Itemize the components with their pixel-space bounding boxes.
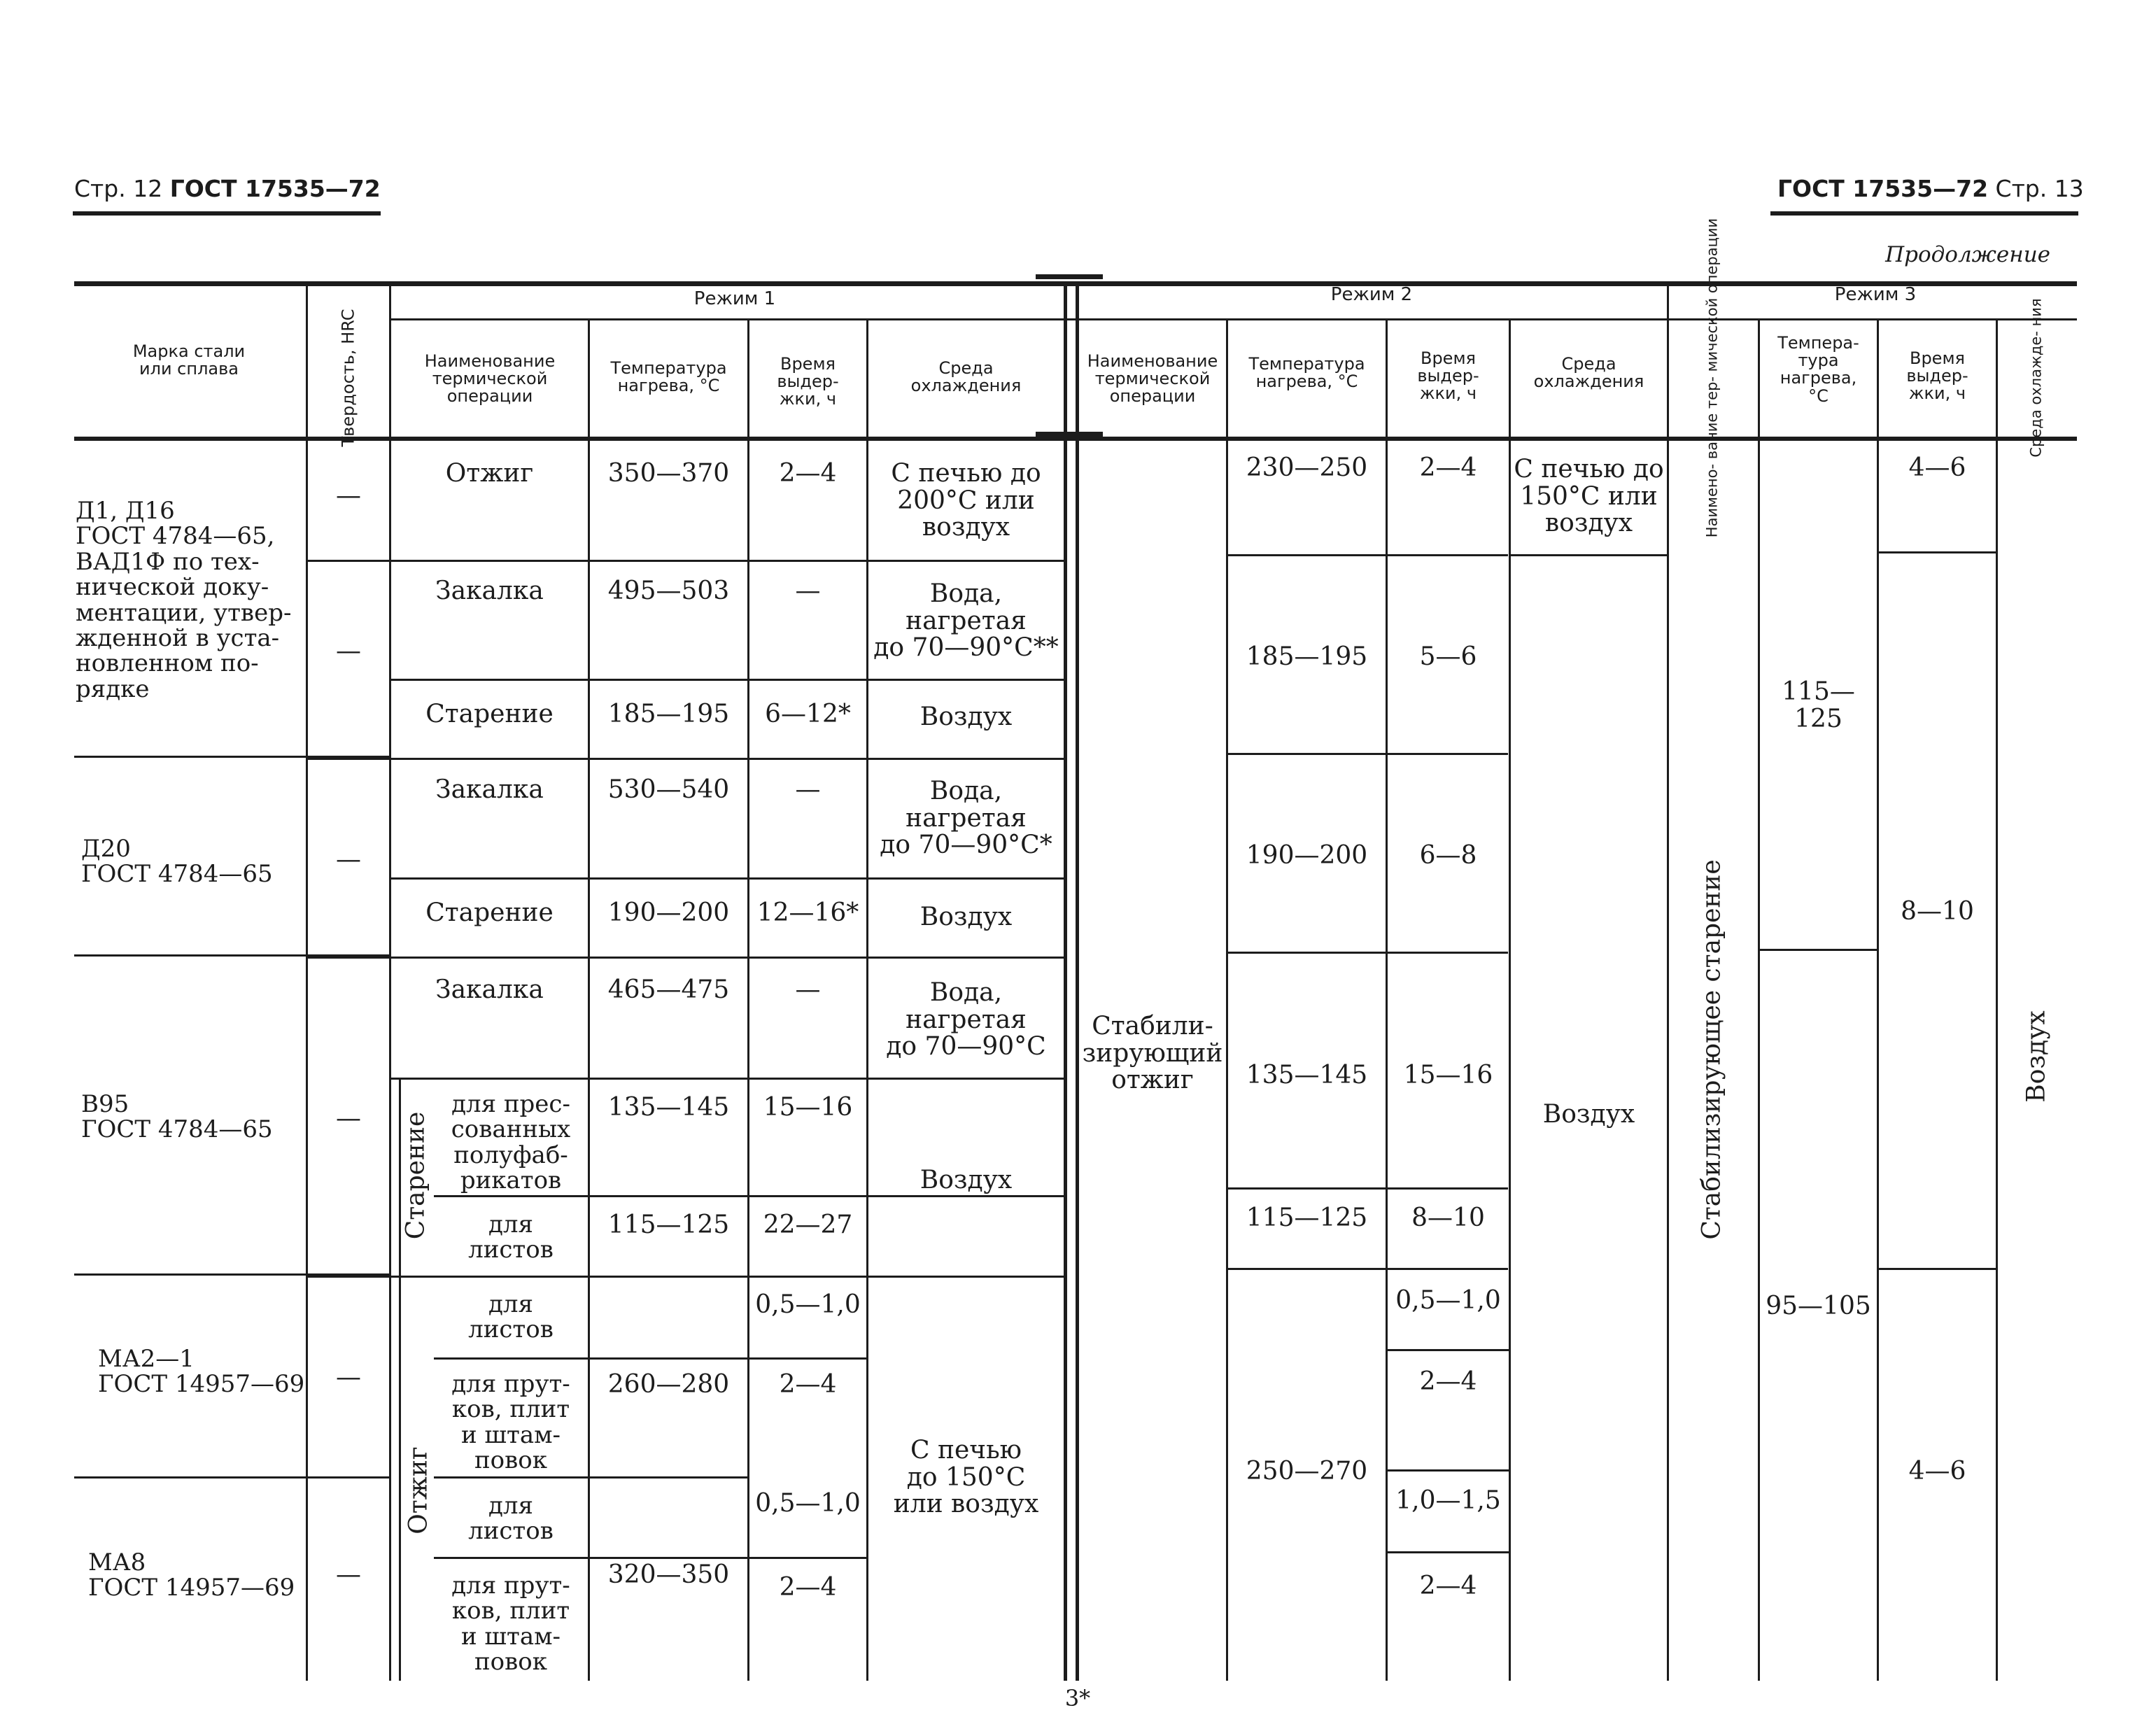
m1-temperature: 190—200: [607, 898, 730, 927]
m1-hold-time: 22—27: [763, 1211, 853, 1239]
m1-temperature: 135—145: [607, 1093, 730, 1122]
header-mode2: Режим 2: [1330, 284, 1413, 305]
m2-hold-time: 2—4: [1419, 1572, 1477, 1600]
m1-temperature: 530—540: [607, 775, 730, 804]
m1-hold-time: —: [795, 775, 821, 804]
m1-medium: Воздух: [920, 1166, 1013, 1194]
header-op-name-3: Наимено- вание тер- мической операции: [1703, 218, 1721, 538]
header-rule-left: [73, 211, 381, 216]
footer-mark: 3*: [1064, 1685, 1091, 1712]
grade-d20: Д20 ГОСТ 4784—65: [81, 835, 273, 889]
m1-operation: Закалка: [435, 577, 544, 605]
m2-temperature: 190—200: [1246, 841, 1368, 870]
m2-hold-time: 2—4: [1419, 1367, 1477, 1396]
grade-ma8: МА8 ГОСТ 14957—69: [88, 1548, 295, 1602]
m3-temperature: 115—125: [1782, 677, 1855, 733]
m2-hold-time: 8—10: [1411, 1204, 1485, 1232]
hardness-dash: —: [336, 1104, 361, 1133]
hardness-dash: —: [336, 481, 361, 510]
header-grade: Марка стали или сплава: [132, 341, 246, 379]
header-temperature-2: Температура нагрева, °С: [1248, 354, 1365, 392]
m3-temperature: 95—105: [1766, 1292, 1871, 1320]
grade-ma2-1: МА2—1 ГОСТ 14957—69: [98, 1345, 305, 1399]
m2-hold-time: 6—8: [1419, 841, 1477, 870]
m1-hold-time: 0,5—1,0: [755, 1290, 861, 1319]
m1-operation: Закалка: [435, 975, 544, 1004]
m1-hold-time: 12—16*: [756, 898, 859, 927]
m1-hold-time: 6—12*: [765, 700, 851, 728]
m2-operation: Стабили- зирующий отжиг: [1082, 1012, 1223, 1095]
m1-sub-operation: для листов: [468, 1290, 554, 1344]
m1-sub-operation: для прут- ков, плит и штам- повок: [451, 1370, 570, 1475]
m1-hold-time: 2—4: [779, 459, 837, 488]
m2-hold-time: 15—16: [1403, 1061, 1493, 1089]
m1-temperature: 320—350: [607, 1560, 730, 1589]
m1-medium: Вода, нагретая до 70—90°С: [886, 978, 1046, 1061]
m2-temperature: 135—145: [1246, 1061, 1368, 1089]
m3-hold-time: 8—10: [1901, 897, 1974, 926]
m1-hold-time: 0,5—1,0: [755, 1489, 861, 1518]
header-hardness: Твердость, HRC: [338, 309, 358, 447]
hardness-dash: —: [336, 1560, 361, 1589]
header-mode1: Режим 1: [693, 288, 776, 309]
hardness-dash: —: [336, 1363, 361, 1392]
m3-hold-time: 4—6: [1908, 453, 1966, 482]
m1-medium: С печью до 200°С или воздух: [891, 459, 1041, 542]
m1-operation: Старение: [425, 898, 554, 927]
m2-temperature: 230—250: [1246, 453, 1368, 482]
header-medium-2: Среда охлаждения: [1533, 354, 1644, 392]
m1-sub-operation: для прес- сованных полуфаб- рикатов: [451, 1090, 571, 1195]
header-hold-time-2: Время выдер- жки, ч: [1417, 348, 1479, 404]
hardness-dash: —: [336, 845, 361, 874]
m1-temperature: 465—475: [607, 975, 730, 1004]
m1-sub-operation: для листов: [468, 1211, 554, 1264]
header-medium: Среда охлаждения: [910, 358, 1022, 396]
m1-temperature: 185—195: [607, 700, 730, 728]
m2-medium: С печью до 150°С или воздух: [1514, 455, 1664, 538]
header-hold-time: Время выдер- жки, ч: [777, 354, 839, 409]
header-mode3: Режим 3: [1834, 284, 1917, 305]
m1-sub-operation: для листов: [468, 1492, 554, 1546]
m2-hold-time: 5—6: [1419, 642, 1477, 671]
m3-hold-time: 4—6: [1908, 1457, 1966, 1486]
m2-temperature: 250—270: [1246, 1457, 1368, 1486]
m1-operation: Старение: [425, 700, 554, 728]
header-op-name-2: Наименование термической операции: [1087, 351, 1218, 407]
page-header-right: [1777, 175, 2084, 202]
m1-medium: Воздух: [920, 703, 1013, 731]
m1-sub-operation: для прут- ков, плит и штам- повок: [451, 1572, 570, 1677]
m1-hold-time: —: [795, 577, 821, 605]
m2-medium: Воздух: [1542, 1100, 1635, 1129]
standard-code-right: ГОСТ 17535—72: [1777, 175, 1989, 202]
m1-medium: Вода, нагретая до 70—90°С*: [880, 777, 1052, 860]
m1-medium: Воздух: [920, 903, 1013, 931]
header-temperature-3: Темпера- тура нагрева, °С: [1777, 333, 1859, 406]
header-rule-right: [1770, 211, 2078, 216]
m2-hold-time: 2—4: [1419, 453, 1477, 482]
page-header-left: [74, 175, 381, 202]
header-medium-3: Среда охлажде- ния: [2027, 298, 2045, 458]
m1-aging-group-label: Старение: [401, 1111, 430, 1240]
grade-d1-d16: Д1, Д16 ГОСТ 4784—65, ВАД1Ф по тех- нической доку- ментации, утвер- жденной в уста- новленном по- рядке: [76, 497, 292, 703]
m1-hold-time: 2—4: [779, 1573, 837, 1602]
m1-hold-time: —: [795, 975, 821, 1004]
m2-hold-time: 0,5—1,0: [1395, 1286, 1501, 1315]
page-number-right: Стр. 13: [1995, 175, 2084, 202]
header-temperature: Температура нагрева, °С: [610, 358, 727, 396]
grade-v95: В95 ГОСТ 4784—65: [81, 1090, 273, 1144]
hardness-dash: —: [336, 637, 361, 665]
page-number-left: Стр. 12: [74, 175, 163, 202]
header-hold-time-3: Время выдер- жки, ч: [1906, 348, 1968, 404]
m1-hold-time: 2—4: [779, 1370, 837, 1399]
m3-operation: Стабилизирующее старение: [1697, 859, 1726, 1240]
m1-temperature: 260—280: [607, 1370, 730, 1399]
standard-code-left: ГОСТ 17535—72: [169, 175, 381, 202]
m2-hold-time: 1,0—1,5: [1395, 1486, 1501, 1515]
m1-operation: Закалка: [435, 775, 544, 804]
m1-medium: С печью до 150°С или воздух: [893, 1436, 1039, 1519]
m1-anneal-group-label: Отжиг: [404, 1446, 433, 1534]
header-op-name: Наименование термической операции: [424, 351, 556, 407]
m1-temperature: 350—370: [607, 459, 730, 488]
m1-temperature: 115—125: [607, 1211, 730, 1239]
m1-hold-time: 15—16: [763, 1093, 853, 1122]
m2-temperature: 115—125: [1246, 1204, 1368, 1232]
continuation-label: Продолжение: [1885, 242, 2050, 267]
m1-operation: Отжиг: [445, 459, 534, 488]
m1-medium: Вода, нагретая до 70—90°С**: [873, 579, 1059, 663]
m3-medium: Воздух: [2022, 1010, 2051, 1103]
m2-temperature: 185—195: [1246, 642, 1368, 671]
m1-temperature: 495—503: [607, 577, 730, 605]
